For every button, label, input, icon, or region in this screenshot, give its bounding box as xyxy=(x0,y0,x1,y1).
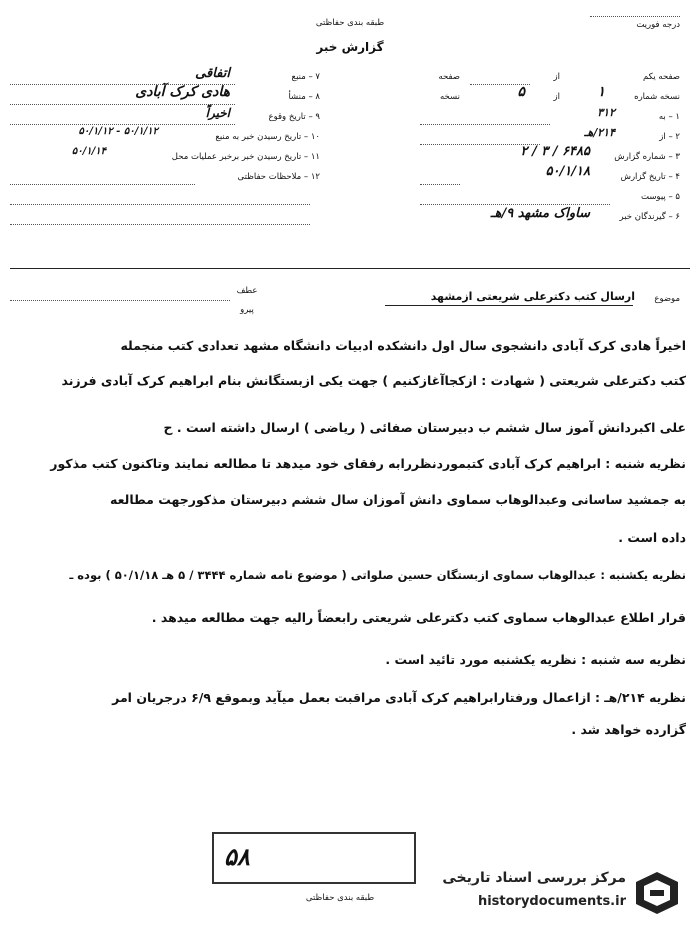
field-received-ops-value: ۵۰/۱/۱۴ xyxy=(71,146,106,157)
field-received-source-value: ۵۰/۱/۱۲ - ۵۰/۱/۱۲ xyxy=(78,126,158,137)
page-label: صفحه یکم xyxy=(643,72,680,82)
watermark xyxy=(440,866,688,920)
subject-label: موضوع xyxy=(654,294,680,304)
report-title: گزارش خبر xyxy=(316,40,384,54)
report-number-value: ۶۴۸۵ / ۳ / ۲ xyxy=(520,144,590,159)
field-source-label: ۷ – منبع xyxy=(291,72,320,82)
report-date-value: ۵۰/۱/۱۸ xyxy=(545,164,590,179)
priority-label: درجه فوریت xyxy=(636,20,680,30)
body-line-3: علی اکبردانش آموز سال ششم ب دبیرستان صفائی ( ریاضی ) ارسال داشته است . ح xyxy=(163,420,686,435)
recipients-value: ساواک مشهد ۹/هـ xyxy=(490,206,590,221)
stamp-number: ۵۸ xyxy=(224,842,250,871)
ref-label: عطف xyxy=(236,286,258,296)
report-date-label: ۴ – تاریخ گزارش xyxy=(620,172,680,182)
archive-logo-icon xyxy=(632,868,682,918)
header-classification: طبقه بندی حفاظتی xyxy=(315,18,385,28)
copy-value: ۱ xyxy=(597,84,605,100)
to-value: ۳۱۲ xyxy=(597,106,615,119)
page-word: صفحه xyxy=(438,72,460,82)
body-line-4: نظریه شنبه : ابراهیم کرک آبادی کتبموردنظررابه رفقای خود میدهد تا مطالعه نمایند وتاکنون کتب مذکور xyxy=(50,456,686,471)
field-origin-value: هادی کرک آبادی xyxy=(135,84,230,100)
field-security-notes-label: ۱۲ – ملاحظات حفاظتی xyxy=(237,172,320,182)
copy-label: نسخه شماره xyxy=(634,92,680,102)
header-divider xyxy=(10,268,690,269)
watermark-title: مرکز بررسی اسناد تاریخی xyxy=(442,870,626,886)
copy-total: ۵ xyxy=(517,84,525,100)
field-origin-label: ۸ – منشأ xyxy=(288,92,320,102)
to-label: ۱ – به xyxy=(658,112,680,122)
body-line-9: نظریه سه شنبه : نظریه یکشنبه مورد تائید است . xyxy=(385,652,686,667)
report-number-label: ۳ – شماره گزارش xyxy=(614,152,680,162)
field-received-source-label: ۱۰ – تاریخ رسیدن خبر به منبع xyxy=(215,132,320,142)
body-line-8: قرار اطلاع عبدالوهاب سماوی کتب دکترعلی شریعتی رابعضاً رالیه جهت مطالعه میدهد . xyxy=(151,610,686,625)
ref-label-2: پیرو xyxy=(240,305,254,315)
body-line-1: اخیراً هادی کرک آبادی دانشجوی سال اول دانشکده ادبیات دانشگاه مشهد تعدادی کتب منجمله xyxy=(120,338,686,353)
body-line-11: گزارده خواهد شد . xyxy=(571,722,686,737)
recipients-label: ۶ – گیرندگان خبر xyxy=(619,212,680,222)
field-occurrence-value: اخیراً xyxy=(205,106,230,120)
body-line-2: کتب دکترعلی شریعتی ( شهادت : ازکجاآغازکنیم ) جهت یکی ازبستگانش بنام ابراهیم کرک آبادی فرزند xyxy=(61,373,686,388)
page-of: از xyxy=(553,72,560,82)
body-line-5: به جمشید ساسانی وعبدالوهاب سماوی دانش آموزان سال ششم دبیرستان مذکورجهت مطالعه xyxy=(109,492,686,507)
body-line-6: داده است . xyxy=(618,530,686,545)
watermark-url: historydocuments.ir xyxy=(477,894,626,909)
attachment-label: ۵ – پیوست xyxy=(640,192,680,202)
stamp-box xyxy=(212,832,416,884)
field-occurrence-label: ۹ – تاریخ وقوع xyxy=(268,112,320,122)
body-line-10: نظریه ۲۱۴/هـ : ازاعمال ورفتارابراهیم کرک آبادی مراقبت بعمل میآید وبموقع ۶/۹ درجریان امر xyxy=(112,690,686,705)
from-value: ۲۱۴/هـ xyxy=(584,126,615,139)
body-line-7: نظریه یکشنبه : عبدالوهاب سماوی ازبستگان حسین صلواتی ( موضوع نامه شماره ۳۴۴۴ / ۵ هـ ۵۰/۱/۱۸ ) بوده ـ xyxy=(69,568,686,582)
field-received-ops-label: ۱۱ – تاریخ رسیدن خبر برخبر عملیات محل xyxy=(171,152,320,162)
footer-classification: طبقه بندی حفاظتی xyxy=(305,893,375,903)
copy-of: از xyxy=(553,92,560,102)
from-label: ۲ – از xyxy=(659,132,680,142)
copy-word: نسخه xyxy=(440,92,460,102)
field-source-value: اتفاقی xyxy=(195,66,230,81)
subject-text: ارسال کتب دکترعلی شریعتی ازمشهد xyxy=(430,290,635,303)
